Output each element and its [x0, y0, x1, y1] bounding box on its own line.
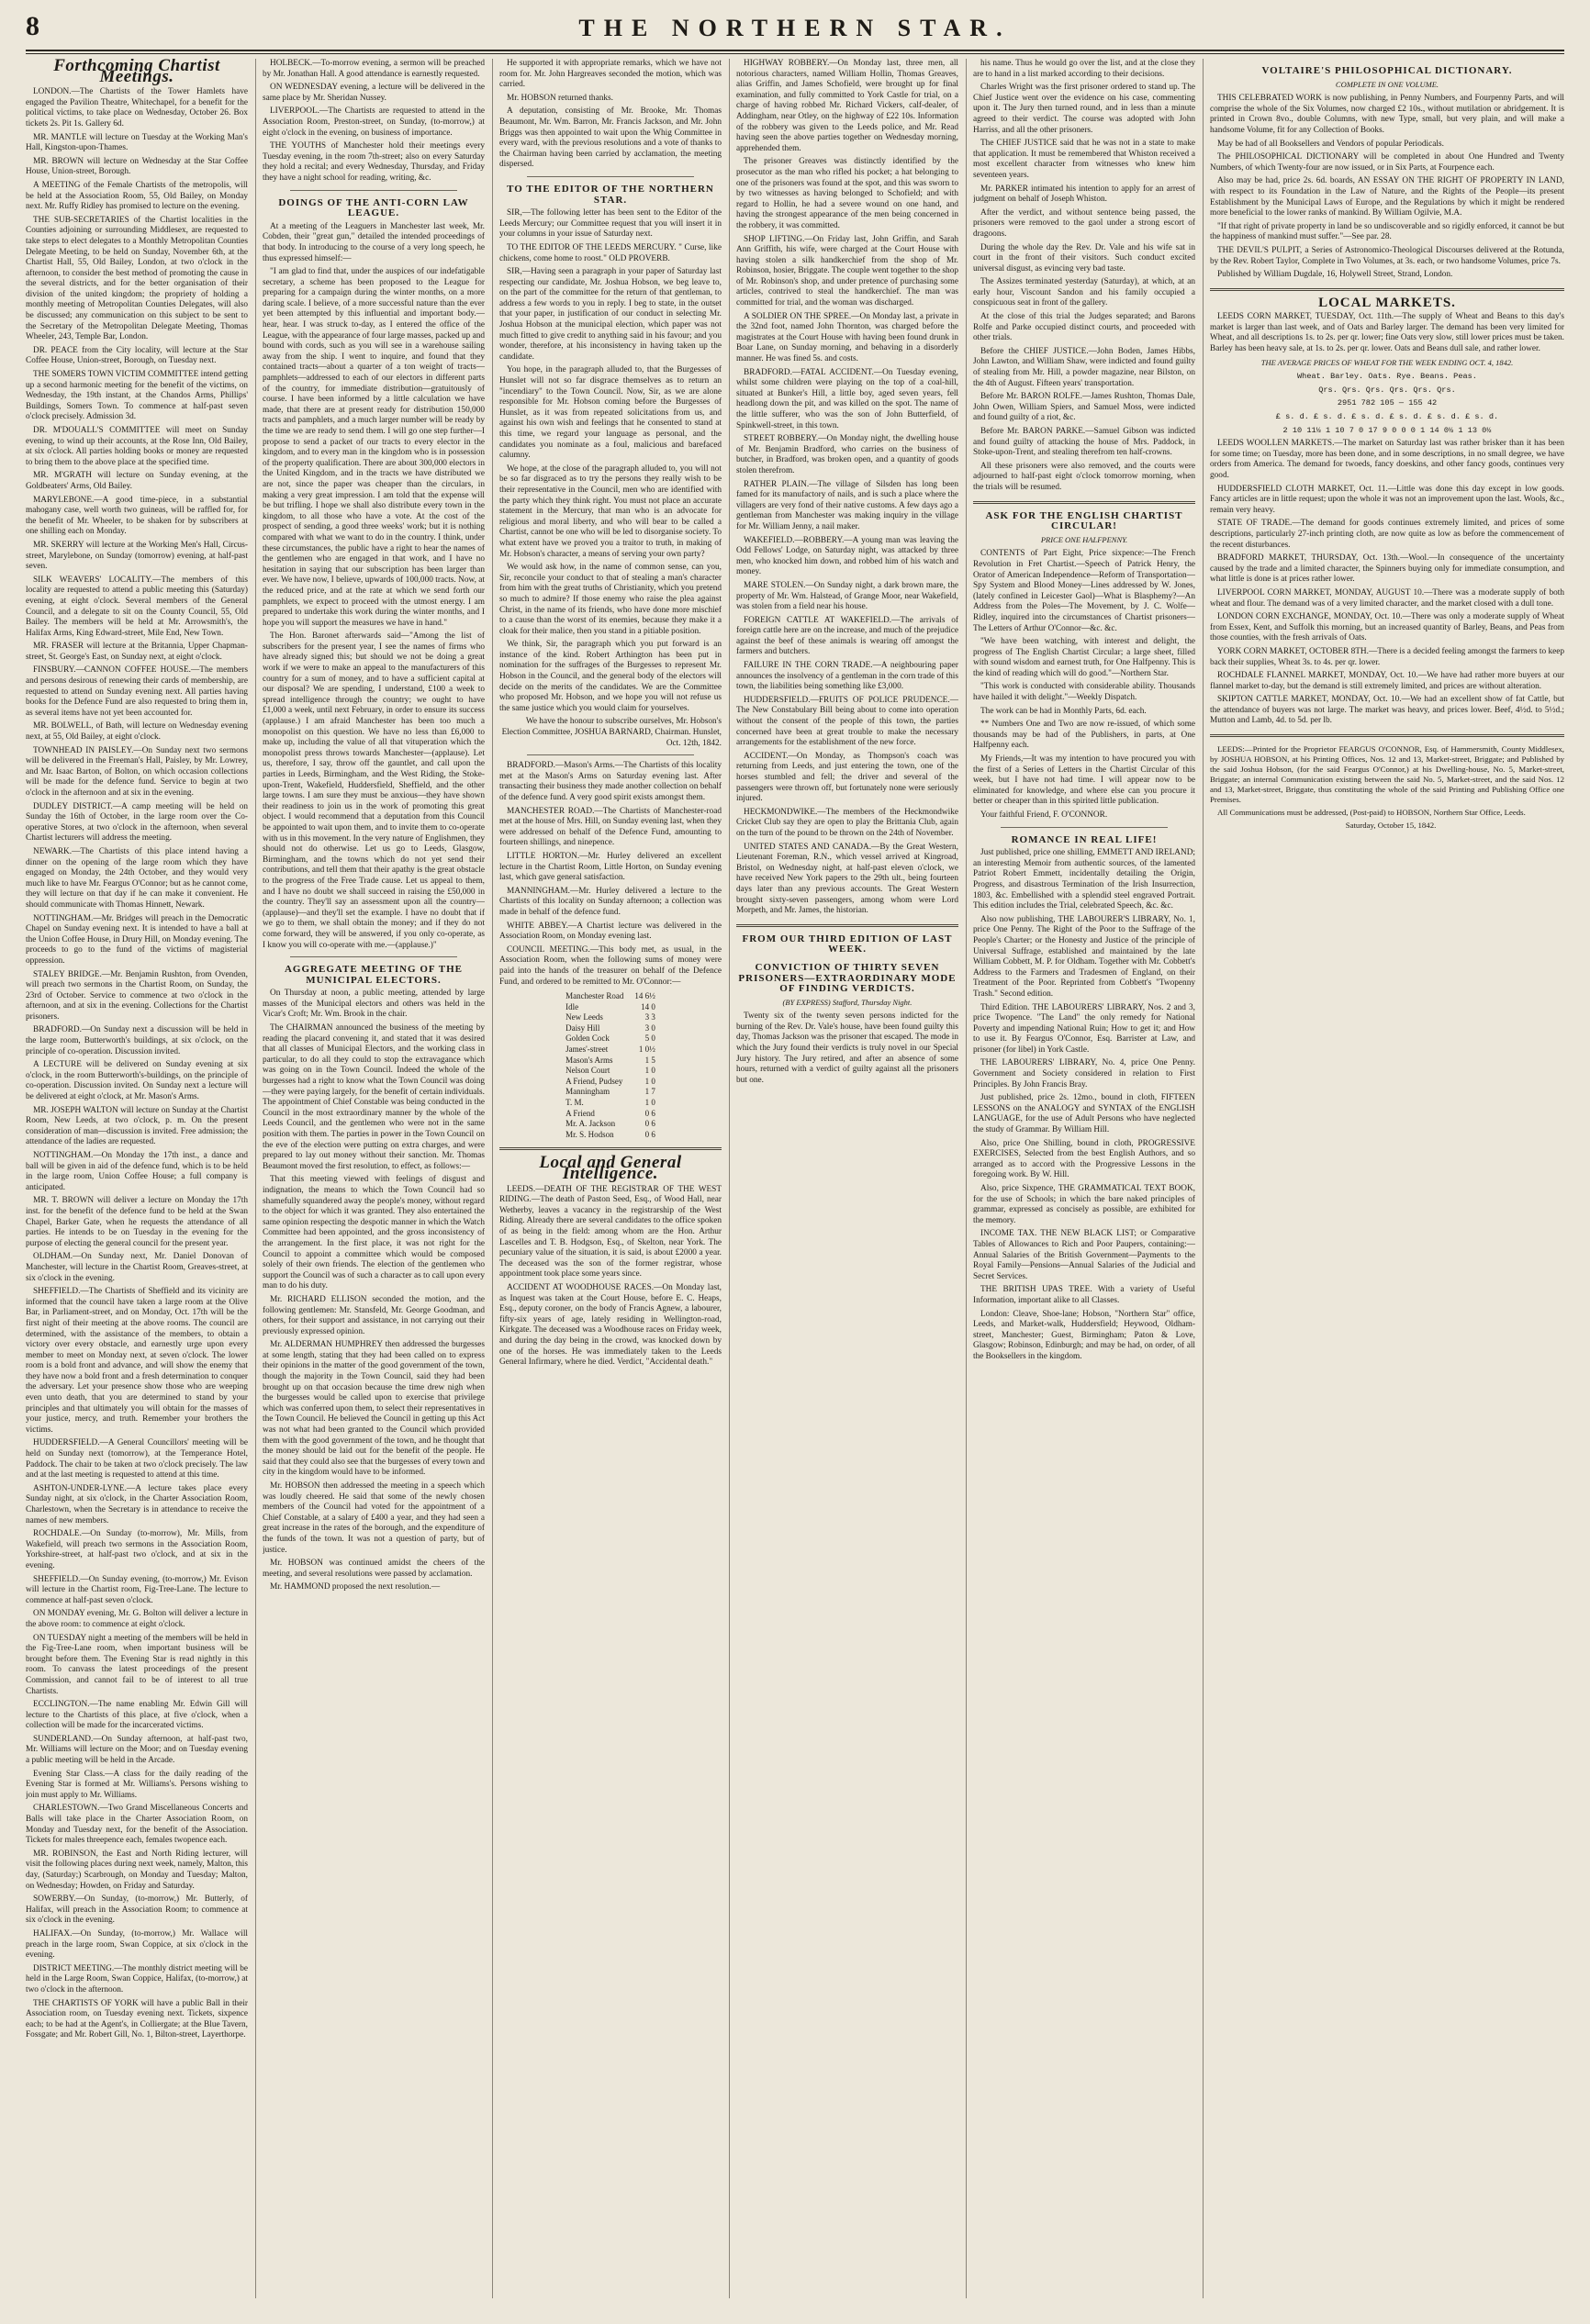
- paragraph: WHITE ABBEY.—A Chartist lecture was delivered in the Association Room, on Monday evening last.: [499, 921, 722, 942]
- double-rule: [973, 501, 1195, 504]
- paragraph: SILK WEAVERS' LOCALITY.—The members of this locality are requested to attend a public meeting this (Saturday) evening, at eight o'clock. Several members of the General Council, and a delegate to sit on the County Council, 55, Old Bailey. The members will be held at Mr. Arrowsmith's, the Halifax Arms, King Edward-street, Mile End, New Town.: [26, 575, 248, 638]
- subscription-source: Nelson Court: [565, 1066, 610, 1076]
- paragraph: Twenty six of the twenty seven persons indicted for the burning of the Rev. Dr. Vale's house, have been found guilty this day, Thomas Jackson was the prisoner that escaped. The mode in which the Jury found their verdicts is truly novel in our Special Jury history. The Jury retired, and after an absence of some hours, returned with a verdict of guilty against all the prisoners but one.: [736, 1011, 958, 1085]
- paragraph: My Friends,—It was my intention to have procured you with the first of a Series of Letters in the Chartist Circular of this week, but I have not had time. I will appear now to be eliminated for knowledge, and where else can you procure it better or cheaper than in this spirited little publication.: [973, 754, 1195, 807]
- dateline: (BY EXPRESS) Stafford, Thursday Night.: [782, 997, 913, 1007]
- paragraph: Also, price One Shilling, bound in cloth, PROGRESSIVE EXERCISES, Selected from the best English Authors, and so arranged as to accord with the Progressive Lessons in the foregoing work. By W. Hill.: [973, 1138, 1195, 1180]
- paragraph: SKIPTON CATTLE MARKET, MONDAY, Oct. 10.—We had an excellent show of fat Cattle, but the attendance of buyers was not large. The market was heavy, and prices lower. Beef, 4½d. to 5½d.; Mutton and Lamb, 4d. to 5d. per lb.: [1210, 695, 1564, 726]
- paragraph: THE BRITISH UPAS TREE. With a variety of Useful Information, important alike to all Classes.: [973, 1285, 1195, 1305]
- paragraph: ACCIDENT.—On Monday, as Thompson's coach was returning from Leeds, and just entering the town, one of the horses stumbled and fell; the driver and several of the passengers were thrown off, but fortunately none were seriously injured.: [736, 751, 958, 804]
- paragraph: At a meeting of the Leaguers in Manchester last week, Mr. Cobden, their "great gun," detailed the intended proceedings of that body. In introducing to the course of a very long speech, he thus expressed himself:—: [263, 221, 485, 263]
- paragraph: Mr. PARKER intimated his intention to apply for an arrest of judgment on behalf of Joseph Whiston.: [973, 184, 1195, 205]
- paragraph: CHARLESTOWN.—Two Grand Miscellaneous Concerts and Balls will take place in the Charter Association Room, on Monday and Tuesday next, for the benefit of the Association. Tickets for males threepence each, females twopence each.: [26, 1804, 248, 1846]
- article-heading: TO THE EDITOR OF THE NORTHERN STAR.: [507, 183, 714, 206]
- article-heading: AGGREGATE MEETING OF THE MUNICIPAL ELECTORS.: [284, 964, 464, 986]
- paragraph: Also may be had, price 2s. 6d. boards, AN ESSAY ON THE RIGHT OF PROPERTY IN LAND, with respect to its Foundation in the Law of Nature, and the Rights of the People—its present Establishment by the Municipal Laws of Europe, and the Regulations by which it might be rendered more beneficial to the lower ranks of mankind. By William Ogilvie, M.A.: [1210, 176, 1564, 218]
- paragraph: BRADFORD.—On Sunday next a discussion will be held in the large room, Butterworth's buildings, at six o'clock, on the principle of co-operation. Discussion invited.: [26, 1025, 248, 1056]
- paragraph: THE DEVIL'S PULPIT, a Series of Astronomico-Theological Discourses delivered at the Rotunda, by the Rev. Robert Taylor, Complete in Two Volumes, at 3s. each, or two handsome Volumes, price 7s.: [1210, 245, 1564, 266]
- divider: [290, 190, 457, 191]
- paragraph: HUDDERSFIELD.—FRUITS OF POLICE PRUDENCE.—The New Constabulary Bill being about to come into operation without the consent of the people of this town, the parties concerned have been at great trouble to make the necessary arrangements for the establishment of the new force.: [736, 695, 958, 748]
- subscription-amount: 14 0: [641, 1001, 655, 1011]
- subscription-row: [560, 1012, 661, 1023]
- subscription-row: [560, 1056, 661, 1067]
- paragraph: NEWARK.—The Chartists of this place intend having a dinner on the opening of the large room which they have engaged on Monday, the 24th October, and they would very much like to have Mr. Feargus O'Connor; but as he cannot come, they will lecture on that day if he can make it convenient. He should communicate with Thomas Hinnett, Newark.: [26, 846, 248, 910]
- paragraph: UNITED STATES AND CANADA.—By the Great Western, Lieutenant Foreman, R.N., which vessel arrived at Kingroad, Bristol, on Wednesday night, at half-past eleven o'clock, we have received New York papers to the 29th ult., being fourteen days later than any previous accounts. The Great Western brought sixty-seven passengers, among whom were Lord Morpeth, and Mr. James, the historian.: [736, 842, 958, 916]
- paragraph: A deputation, consisting of Mr. Brooke, Mr. Thomas Beaumont, Mr. Wm. Barron, Mr. Francis Jackson, and Mr. John Briggs was then appointed to wait upon the Whig Committee in every ward, with the previous resolutions and a vote of thanks to the Chairman having been carried by acclamation, the meeting dispersed.: [499, 106, 722, 170]
- divider: [527, 176, 694, 177]
- subscription-source: Mr. S. Hodson: [565, 1129, 614, 1139]
- column-divider: [729, 59, 730, 2298]
- paragraph: DUDLEY DISTRICT.—A camp meeting will be held on Sunday the 16th of October, in the large room over the Co-operative Stores, at two o'clock in the afternoon, when several Chartist lecturers will address the meeting.: [26, 801, 248, 844]
- paragraph: LIVERPOOL CORN MARKET, MONDAY, AUGUST 10.—There was a moderate supply of both wheat and flour. The demand was of a very limited character, and the market closed with a dull tone.: [1210, 587, 1564, 609]
- masthead-rule-thin: [26, 53, 1564, 54]
- column-1: [26, 59, 248, 2298]
- paragraph: COUNCIL MEETING.—This body met, as usual, in the Association Room, when the following sums of money were paid into the hands of the treasurer on behalf of the Defence Fund, and ordered to be remitted to Mr. O'Connor:—: [499, 944, 722, 987]
- paragraph-list: [499, 1185, 722, 1369]
- paragraph: Just published, price one shilling, EMMETT AND IRELAND; an interesting Memoir from authentic sources, of the lamented Patriot Robert Emmett, incidentally detailing the Origin, Progress, and disastrous Termination of the Irish Insurrection, 1803, &c. Embellished with a splendid steel engraved Portrait. This edition includes the Trial, celebrated Speech, &c. &c.: [973, 848, 1195, 911]
- paragraph: He supported it with appropriate remarks, which we have not room for. Mr. John Hargreaves seconded the motion, which was carried.: [499, 59, 722, 90]
- paragraph: After the verdict, and without sentence being passed, the prisoners were removed to the gaol under a strong escort of dragoons.: [973, 207, 1195, 239]
- masthead-rule: [26, 50, 1564, 51]
- paragraph: SUNDERLAND.—On Sunday afternoon, at half-past two, Mr. Williams will lecture on the Moor; and on Tuesday evening a public meeting will be held in the Arcade.: [26, 1734, 248, 1766]
- paragraph-list: [736, 59, 958, 917]
- column-2: [263, 59, 485, 2298]
- paragraph: BRADFORD.—FATAL ACCIDENT.—On Tuesday evening, whilst some children were playing on the top of a coal-hill, situated at Bunker's Hill, a little boy, aged seven years, fell headlong down the pit, and was killed on the spot. The name of the little sufferer, who was the son of John Butterfield, of Spinkwell-street, in this town.: [736, 367, 958, 430]
- paragraph: HECKMONDWIKE.—The members of the Heckmondwike Cricket Club say they are open to play the Brittania Club, again on the turn of the pound to be thrown on the 24th of November.: [736, 807, 958, 838]
- paragraph: MANNINGHAM.—Mr. Hurley delivered a lecture to the Chartists of this locality on Sunday afternoon; a collection was made in behalf of the defence fund.: [499, 886, 722, 917]
- paper-title: THE NORTHERN STAR.: [578, 15, 1012, 41]
- paragraph: MARYLEBONE.—A good time-piece, in a substantial mahogany case, well worth two guineas, will be raffled for, for the benefit of Mr. Wheeler, to be shaken for by subscribers at one shilling each on Monday.: [26, 495, 248, 537]
- double-rule: [499, 1147, 722, 1150]
- paragraph: MR. BROWN will lecture on Wednesday at the Star Coffee House, Union-street, Borough.: [26, 156, 248, 177]
- price-table-units: £ s. d. £ s. d. £ s. d. £ s. d. £ s. d. £ s. d.: [1275, 412, 1499, 422]
- column-divider: [1203, 59, 1204, 2298]
- paragraph: Mr. HAMMOND proposed the next resolution.—: [270, 1582, 441, 1592]
- paragraph: "I am glad to find that, under the auspices of our indefatigable secretary, a scheme has been proposed to the League for preparing for a campaign during the winter months, on a more daring scale. I believe, of a more successful nature than the ever yet been attempted by this influential and important body.—hear, hear. I was struck to-day, as I entered the office of the League, with the appearance of four large masses, packed up and bound with cords, such as you will see in a warehouse sailing away from the ship. I went to inquire, and found that they contained tracts—about a quarter of a ton weight of tracts—pamphlets—addressed to each of our electors in different parts of the country, for immediate distribution—gratuitously of course. I have been informed by a little calculation we have made, that there are at present ready for distribution 150,000 tracts and pamphlets, and a much larger number will be ready by the time we are ready to send them. I will go one step further—I propose to send a packet of our tracts to every elector in the kingdom, and to every man in the kingdom who is in possession of the property qualification. There are about 300,000 electors in the United Kingdom, and in the tracts we have distributed we are not, since the paper was cheaper than the circulars, in making a very great impression. I am told that the expense will be but trifling. I hope we shall also distribute every town in the kingdom, to all those who have a vote. At the cost of the prospect of sending, a good three weeks' work; but it is nothing compared with what we want to do in the country. I think, under these circumstances, the public have a right to hear the names of the gentlemen who are engaged in that work, and I have no hesitation in saying that our subscription has been larger than ever. We have now, I believe, upwards of 100,000 tracts. Now, at the reduced price, and at the rate at which we send forth our pamphlets, we expect to proceed with the utmost energy. I am prepared to undertake this work during the winter months, and I hope you will support the measures we have in hand.": [263, 267, 485, 628]
- paragraph-list: [1210, 94, 1564, 281]
- subscription-source: Manningham: [565, 1087, 610, 1097]
- paragraph: Before the CHIEF JUSTICE.—John Boden, James Hibbs, John Lawton, and William Shaw, were indicted and found guilty of stealing from Mr. Hill, a powder magazine, near Bilston, on the 4th of August. Fifteen years' transportation.: [973, 346, 1195, 388]
- issue-date: Saturday, October 15, 1842.: [1345, 821, 1437, 831]
- subscription-row: [560, 1034, 661, 1045]
- masthead: [26, 11, 1564, 46]
- column-6: [1210, 59, 1564, 2298]
- advert-heading: ASK FOR THE ENGLISH CHARTIST CIRCULAR!: [985, 509, 1183, 532]
- price-table-columns: Wheat. Barley. Oats. Rye. Beans. Peas.: [1297, 372, 1477, 382]
- subscription-amount: 5 0: [644, 1034, 655, 1044]
- subscription-source: Mr. A. Jackson: [565, 1119, 616, 1129]
- paragraph: LEEDS.—DEATH OF THE REGISTRAR OF THE WEST RIDING.—The death of Paston Seed, Esq., of Wood Hall, near Wetherby, leaves a vacancy in the registrarship of the West Riding. Already there are several candidates to the office spoken of as being in the field: among whom are the Hon. Arthur Lascelles and T. B. Hodgson, Esq., of Skelton, near York. The pecuniary value of the situation, it is said, is about £2000 a year. The deceased was the son of the former registrar, whose appointment took place some years since.: [499, 1184, 722, 1279]
- paragraph-list: [973, 848, 1195, 1362]
- paragraph: The PHILOSOPHICAL DICTIONARY will be completed in about One Hundred and Twenty Numbers, of which Twenty-four are now issued, or in Six Parts, at Fourpence each.: [1210, 152, 1564, 173]
- column-divider: [255, 59, 256, 2298]
- paragraph: MR. BOLWELL, of Bath, will lecture on Wednesday evening next, at 55, Old Bailey, at eight o'clock.: [26, 721, 248, 743]
- paragraph: STREET ROBBERY.—On Monday night, the dwelling house of Mr. Benjamin Bradford, who carries on the business of butcher, in Bradford, was broken open, and a quantity of goods stolen therefrom.: [736, 434, 958, 475]
- paragraph: The prisoner Greaves was distinctly identified by the prosecutor as the man who rifled his pocket; a hat belonging to one of the prisoners was found at the spot, and this was sworn to by two witnesses as having belonged to Schofield; and with regard to Hollin, he had a severe wound on one hand, and having the strongest appearance of the men being concerned in the robbery, it was committed.: [736, 157, 958, 230]
- paragraph: MR. MANTLE will lecture on Tuesday at the Working Man's Hall, Kingston-upon-Thames.: [26, 132, 248, 153]
- paragraph: SIR,—Having seen a paragraph in your paper of Saturday last respecting our candidate, Mr. Joshua Hobson, we beg leave to, on the part of the committee for the return of that gentleman, to address a few words to you in reply. I beg to state, in the outset that your paper, in justification of our conduct in selecting Mr. Joshua Hobson at the municipal election, which paper was not much fitted to give credit to anything said in his favour; and you wonder, therefore, at his inconsistency in having taken up the candidate.: [499, 267, 722, 362]
- column-divider: [966, 59, 967, 2298]
- subscription-source: Mason's Arms: [565, 1055, 613, 1065]
- paragraph: "This work is conducted with considerable ability. Thousands have hailed it with delight."—Weekly Dispatch.: [973, 682, 1195, 703]
- paragraph: FINSBURY.—CANNON COFFEE HOUSE.—The members and persons desirous of renewing their cards of membership, are requested to attend on Sunday evening next. All parties having books for the Defence Fund are also requested to bring them in, as several items have not yet been accounted for.: [26, 665, 248, 718]
- subscription-amount: 3 0: [644, 1022, 655, 1033]
- paragraph: THIS CELEBRATED WORK is now publishing, in Penny Numbers, and Fourpenny Parts, and will comprise the whole of the Six Volumes, now charged £2 10s., without mutilation or abridgement. It is printed in Crown 8vo., double Columns, with new Type, small, but very plain, and will make a handsome Volume, fit for any Collection of Books.: [1210, 94, 1564, 135]
- paragraph-list: [973, 549, 1195, 821]
- advert-subheading: COMPLETE IN ONE VOLUME.: [1335, 79, 1439, 89]
- column-5: [973, 59, 1195, 2298]
- paragraph-list: [973, 59, 1195, 494]
- imprint: LEEDS:—Printed for the Proprietor FEARGUS O'CONNOR, Esq. of Hammersmith, County Middlesex, by JOSHUA HOBSON, at his Printing Offices, Nos. 12 and 13, Market-street, Briggate; and Published by the said Joshua Hobson, (for the said Feargus O'Connor,) at his Dwelling-house, No. 5, Market-street, Briggate; an internal Communication existing between the said No. 5, Market-street, and the said Nos. 12 and 13, Market-street, Briggate, thus constituting the whole of the said Printing and Publishing Office one Premises.: [1210, 744, 1564, 805]
- paragraph: WAKEFIELD.—ROBBERY.—A young man was leaving the Odd Fellows' Lodge, on Saturday night, was attacked by three men, who knocked him down, and robbed him of his watch and money.: [736, 535, 958, 577]
- paragraph-list: [1210, 312, 1564, 354]
- paragraph: Evening Star Class.—A class for the daily reading of the Evening Star is formed at Mr. Williams's. Persons wishing to join must apply to Mr. Williams.: [26, 1769, 248, 1800]
- paragraph: Before Mr. BARON ROLFE.—James Rushton, Thomas Dale, John Owen, William Spiers, and Samuel Moss, were indicted and found guilty of a riot, &c.: [973, 392, 1195, 423]
- subscription-row: [560, 1077, 661, 1088]
- paragraph: ROCHDALE.—On Sunday (to-morrow), Mr. Mills, from Wakefield, will preach two sermons in the Association Room, Yorkshire-street, at half-past two o'clock, and at six in the evening.: [26, 1529, 248, 1570]
- section-heading: Local and General Intelligence.: [539, 1153, 682, 1183]
- divider: [290, 956, 457, 957]
- paragraph-list: [263, 59, 485, 184]
- paragraph: "If that right of private property in land be so undiscoverable and so rigidly enforced, it cannot be but the happiness of mankind must suffer."—See par. 28.: [1210, 221, 1564, 242]
- subscription-source: A Friend: [565, 1108, 595, 1118]
- paragraph: HOLBECK.—To-morrow evening, a sermon will be preached by Mr. Jonathan Hall. A good attendance is earnestly requested.: [263, 59, 485, 79]
- paragraph: Your faithful Friend, F. O'CONNOR.: [980, 810, 1108, 820]
- paragraph: BRADFORD.—Mason's Arms.—The Chartists of this locality met at the Mason's Arms on Saturday evening last. After transacting their business they made another collection on behalf of the defence fund. A very good spirit exists amongst them.: [499, 761, 722, 802]
- paragraph: SIR,—The following letter has been sent to the Editor of the Leeds Mercury; our Committee request that you will insert it in your columns in your issue of Saturday next.: [499, 208, 722, 240]
- paragraph: THE LABOURERS' LIBRARY, No. 4, price One Penny. Government and Society considered in relation to First Principles. By John Francis Bray.: [973, 1058, 1195, 1089]
- paragraph: DR. M'DOUALL'S COMMITTEE will meet on Sunday evening, to wind up their accounts, at the Rose Inn, Old Bailey, at six o'clock. All parties holding books or money are requested to bring them to the above place at the specified time.: [26, 426, 248, 467]
- paragraph: NOTTINGHAM.—On Monday the 17th inst., a dance and ball will be given in aid of the defence fund, which is to be held in the large room, Union Coffee House; a full company is anticipated.: [26, 1151, 248, 1192]
- paragraph: THE YOUTHS of Manchester hold their meetings every Tuesday evening, in the room 7th-street; also on every Saturday they hold a recital; and every Wednesday, Thursday, and Friday they have a night school for reading, writing, &c.: [263, 141, 485, 183]
- paragraph: ROCHDALE FLANNEL MARKET, MONDAY, Oct. 10.—We have had rather more buyers at our flannel market to-day, but the demand is still extremely limited, and prices are without alteration.: [1210, 671, 1564, 691]
- paragraph: TO THE EDITOR OF THE LEEDS MERCURY. " Curse, like chickens, come home to roost." OLD PROVERB.: [499, 242, 722, 263]
- paragraph: The CHIEF JUSTICE said that he was not in a state to make that application. It must be remembered that Whiston received a most excellent character from witnesses who knew him seventeen years.: [973, 139, 1195, 180]
- subscription-amount: 1 0: [644, 1098, 655, 1108]
- paragraph: OLDHAM.—On Sunday next, Mr. Daniel Donovan of Manchester, will lecture in the Chartist Room, Greaves-street, at six o'clock in the evening.: [26, 1252, 248, 1283]
- paragraph: Mr. HOBSON returned thanks.: [507, 93, 613, 103]
- paragraph-list: [263, 989, 485, 1593]
- paragraph: We would ask how, in the name of common sense, can you, Sir, reconcile your conduct to that of stealing a man's character from him with the great truths of Christianity, which you pretend so much to admire? If those enemy who raise the plea against Christ, in the name of its friends, who have done more mischief to a cause than the worst of its enemies, because they make it a cloak for their malice, then you stand in a pitiable position.: [499, 563, 722, 636]
- paragraph: May be had of all Booksellers and Vendors of popular Periodicals.: [1217, 139, 1444, 149]
- paragraph: THE CHARTISTS OF YORK will have a public Ball in their Association room, on Tuesday evening next. Tickets, sixpence each; to be had at the Agent's, in Colliergate; at the Blue Tavern, Fossgate; and Mr. Robert Gill, No. 1, Bilton-street, Layerthorpe.: [26, 1998, 248, 2040]
- section-heading: Forthcoming Chartist Meetings.: [53, 59, 220, 86]
- paragraph: FOREIGN CATTLE AT WAKEFIELD.—The arrivals of foreign cattle here are on the increase, and much of the prejudice against the beef of these animals is wearing off amongst the farmers and butchers.: [736, 615, 958, 657]
- paragraph: ACCIDENT AT WOODHOUSE RACES.—On Monday last, as Inquest was taken at the Court House, before E. C. Heaps, Esq., deputy coroner, on the body of Francis Agnew, a labourer, fifty-six years of age, lately residing in Wellington-road, Kirkgate. The deceased was a Woodhouse races on Friday week, and during the day being in the crowd, was knocked down by one of the horses. He was immediately taken to the Leeds General Infirmary, where he died. Verdict, "Accidental death.": [499, 1282, 722, 1368]
- article-heading: DOINGS OF THE ANTI-CORN LAW LEAGUE.: [278, 196, 469, 219]
- signoff: We have the honour to subscribe ourselves, Mr. Hobson's Election Committee, JOSHUA BARNARD, Chairman. Hunslet, Oct. 12th, 1842.: [501, 717, 722, 748]
- subscription-amount: 14 6½: [634, 991, 655, 1001]
- advert-heading: ROMANCE IN REAL LIFE!: [1011, 833, 1158, 845]
- paragraph: A MEETING of the Female Chartists of the metropolis, will be held at the Association Room, 55, Old Bailey, on Monday next. Mr. Ruffy Ridley has promised to lecture on the evening.: [26, 180, 248, 212]
- paragraph-list: [499, 208, 722, 714]
- column-4: [736, 59, 958, 2298]
- paragraph: MR. FRASER will lecture at the Britannia, Upper Chapman-street, St. George's East, on Sunday next, at eight o'clock.: [26, 642, 248, 662]
- paragraph: HUDDERSFIELD CLOTH MARKET, Oct. 11.—Little was done this day except in low goods. Fancy articles are in little request; upon the whole it was not an improvement upon the last. Wools, &c., remain very heavy.: [1210, 484, 1564, 515]
- paragraph: BRADFORD MARKET, THURSDAY, Oct. 13th.—Wool.—In consequence of the uncertainty caused by the trade and a limited character, the Spinners buying only for immediate consumption, and what little is done is at prices rather lower.: [1210, 553, 1564, 585]
- price-table-qrs: Qrs. Qrs. Qrs. Qrs. Qrs. Qrs.: [1318, 385, 1456, 395]
- imprint-address: All Communications must be addressed, (Post-paid) to HOBSON, Northern Star Office, Leeds.: [1217, 808, 1526, 818]
- paragraph: NOTTINGHAM.—Mr. Bridges will preach in the Democratic Chapel on Sunday evening next. It is intended to have a ball at the Union Coffee House, in Drury Hill, on Monday evening. The proceeds to go to the fund of the victims of magisterial oppression.: [26, 913, 248, 966]
- price-table-values: 2 10 11½ 1 10 7 0 17 9 0 0 0 1 14 0½ 1 13 0½: [1282, 425, 1492, 435]
- paragraph: FAILURE IN THE CORN TRADE.—A neighbouring paper announces the insolvency of a gentleman in the corn trade of this town, the liabilities being something like £3,000.: [736, 661, 958, 692]
- subscription-source: A Friend, Pudsey: [565, 1076, 623, 1086]
- subscription-table: [560, 991, 661, 1140]
- paragraph: LEEDS WOOLLEN MARKETS.—The market on Saturday last was rather brisker than it has been for some time; on Tuesday, more has been done, and in some descriptions, in no small degree, we have orders from America. The demand for twoeds, fancy doeskins, and other fancy goods, continues very good.: [1210, 439, 1564, 480]
- subscription-source: James'-street: [565, 1045, 609, 1055]
- paragraph: Also, price Sixpence, THE GRAMMATICAL TEXT BOOK, for the use of Schools; in which the bare naked principles of grammar, expressed as concisely as possible, are exhibited for the memory.: [973, 1184, 1195, 1225]
- subscription-row: [560, 1087, 661, 1098]
- paragraph: HALIFAX.—On Sunday, (to-morrow,) Mr. Wallace will preach in the large room, Swan Coppice, at six o'clock in the evening.: [26, 1928, 248, 1961]
- paragraph: DR. PEACE from the City locality, will lecture at the Star Coffee House, Union-street, Borough, on Tuesday next.: [26, 345, 248, 366]
- paragraph: The work can be had in Monthly Parts, 6d. each.: [980, 706, 1147, 716]
- paragraph: INCOME TAX. THE NEW BLACK LIST; or Comparative Tables of Allowances to Rich and Poor Paupers, containing:—Annual Salaries of the British Government—Payments to the Royal Family—Pensions—Annual Salaries of the Judicial and Secret Services.: [973, 1229, 1195, 1281]
- subscription-row: [560, 991, 661, 1002]
- paragraph: ON WEDNESDAY evening, a lecture will be delivered in the same place by Mr. Sheridan Nussey.: [263, 83, 485, 103]
- paragraph: On Thursday at noon, a public meeting, attended by large masses of the Municipal electors and others was held in the Vicar's Croft; Mr. Wm. Brook in the chair.: [263, 989, 485, 1020]
- paragraph: STATE OF TRADE.—The demand for goods continues extremely limited, and prices of some descriptions, particularly 27-inch printing cloth, are now quite as low as before the commencement of the recent disturbances.: [1210, 519, 1564, 550]
- paragraph: THE SOMERS TOWN VICTIM COMMITTEE intend getting up a second harmonic meeting for the benefit of the victims, on Wednesday, the 19th instant, at the Chandos Arms, Phillips' Buildings, Somers Town. To commence at half-past seven o'clock precisely. Admission 3d.: [26, 370, 248, 422]
- section-heading: LOCAL MARKETS.: [1318, 295, 1456, 310]
- advert-price: PRICE ONE HALFPENNY.: [1040, 534, 1128, 544]
- price-table-heading: THE AVERAGE PRICES OF WHEAT FOR THE WEEK ENDING OCT. 4, 1842.: [1260, 357, 1514, 367]
- paragraph-list: [1210, 439, 1564, 727]
- paragraph: Mr. RICHARD ELLISON seconded the motion, and the following gentlemen: Mr. Stansfeld, Mr. George Goodman, and others, for their support and assistance, in not carrying out their previously expressed opinion.: [263, 1294, 485, 1336]
- price-table-counts: 2951 782 105 — 155 42: [1337, 398, 1438, 408]
- paragraph: At the close of this trial the Judges separated; and Barons Rolfe and Parke occupied distinct courts, and proceeded with other trials.: [973, 312, 1195, 343]
- paragraph: Published by William Dugdale, 16, Holywell Street, Strand, London.: [1217, 270, 1453, 280]
- paragraph: STALEY BRIDGE.—Mr. Benjamin Rushton, from Ovenden, will preach two sermons in the Chartist Room, on Sunday, the 23rd of October. Service to commence at two o'clock in the afternoon, and at six in the evening. Collections for the Chartist prisoners.: [26, 969, 248, 1022]
- paragraph-list: [26, 87, 248, 2041]
- paragraph: Mr. HOBSON was continued amidst the cheers of the meeting, and several resolutions were passed by acclamation.: [263, 1559, 485, 1579]
- paragraph: Mr. ALDERMAN HUMPHREY then addressed the burgesses at some length, stating that they had been called on to express their opinions in the matter of the good government of the town, though the majority in the Town Council, said they had been brought up on that occasion because the time drew nigh when the burgesses would be called upon to exercise that privilege which was conferred upon them, to select their representatives in the Town Council. He believed the Council in getting up this Act was not what had been granted to the Council which provided them with the good government of the town, and he thought that the money should be laid out for the benefit of the people. He said that they could also see that the burgesses of every town and city in the kingdom would have to be informed.: [263, 1340, 485, 1478]
- subscription-row: [560, 1130, 661, 1141]
- subscription-amount: 0 6: [644, 1119, 655, 1129]
- column-divider: [492, 59, 493, 2298]
- paragraph-list: [736, 1011, 958, 1086]
- subscription-amount: 3 3: [644, 1012, 655, 1022]
- paragraph: MANCHESTER ROAD.—The Chartists of Manchester-road met at the house of Mrs. Hill, on Sunday evening last, when they were addressed on behalf of the Defence Fund, amounting to fourteen shillings, and ninepence.: [499, 806, 722, 848]
- subscription-row: [560, 1109, 661, 1120]
- paragraph: The Assizes terminated yesterday (Saturday), at which, at an early hour, Viscount Sandon and his family occupied a conspicuous seat in front of the gallery.: [973, 277, 1195, 308]
- subscription-row: [560, 1119, 661, 1130]
- subscription-row: [560, 1066, 661, 1077]
- paragraph: MR. M'GRATH will lecture on Sunday evening, at the Goldbeaters' Arms, Old Bailey.: [26, 471, 248, 491]
- paragraph: Also now publishing, THE LABOURER'S LIBRARY, No. 1, price One Penny. The Right of the Poor to the Suffrage of the People's Charter; or the Honesty and Justice of the principle of Universal Suffrage, established and maintained by the late William Cobbett, M. P. for Oldham. Together with Mr. Cobbett's Address to the Farmers and Tradesmen of England, on their Treatment of the Poor. Reprinted from Cobbett's "Twopenny Trash." Second edition.: [973, 914, 1195, 999]
- subscription-row: [560, 1098, 661, 1109]
- paragraph: That this meeting viewed with feelings of disgust and indignation, the means to which the Town Council had so shamefully squandered away the people's money, without regard to the object for which it was granted. They also entertained the same opinion respecting the despotic manner in which the Watch Committee had been appointed, and the gross inconsistency of the arrangement. In the first place, it was not right for the Council to appoint a committee which would be composed solely of their own friends. The election of the gentlemen who support the Council was of such a character as to call upon every man to do his duty.: [263, 1175, 485, 1291]
- paragraph: ** Numbers One and Two are now re-issued, of which some thousands may be had of the Publishers, in parts, at One Halfpenny each.: [973, 720, 1195, 751]
- paragraph: LITTLE HORTON.—Mr. Hurley delivered an excellent lecture in the Chartist Room, Little Horton, on Sunday evening last, which gave general satisfaction.: [499, 851, 722, 883]
- divider: [527, 754, 694, 755]
- paragraph: ON MONDAY evening, Mr. G. Bolton will deliver a lecture in the above room: to commence at eight o'clock.: [26, 1609, 248, 1629]
- paragraph: SHOP LIFTING.—On Friday last, John Griffin, and Sarah Ann Griffith, his wife, were charged at the Court House with having stolen a silk handkerchief from the shop of Mr. Robinson, hosier, Briggate. The couple went together to the shop of Mr. Robinson's shop, and under pretence of purchasing some articles, contrived to steal the handkerchief. The man was committed for trial, and the woman was discharged.: [736, 234, 958, 308]
- paragraph: LEEDS CORN MARKET, TUESDAY, Oct. 11th.—The supply of Wheat and Beans to this day's market is larger than last week, and of Oats and Barley larger. The demand has been very limited for Wheat, and all descriptions 1s. to 2s. per qr. lower; fine Oats very slow, still lower prices must be taken. Barley has been heavy sale, at 1s. to 2s. per qr. lower. Oats and Beans dull sale, and rather lower.: [1210, 312, 1564, 354]
- subscription-row: [560, 1045, 661, 1056]
- paragraph: The Hon. Baronet afterwards said—"Among the list of subscribers for the present year, I see the names of firms who have already signed this; but should we not be doing a great work if we were to make an appeal to the manufacturers of this country for a sum of money, and to have a sufficient capital at our disposal? We are spending, I understand, £100 a week to spread intelligence through the country; we ought to have £1,000 a week, until next February, in order to ensure its success (applause.) I am afraid Manchester has been too much a monopolist on this question. We have no less than £6,000 to make up, including the value of all that vituperation which the monopolist press throws towards Manchester—(applause). Let us, therefore, I say, throw off the gauntlet, and call upon the parties in Leeds, Birmingham, and the West Riding, the Stoke-upon-Trent, Wakefield, Huddersfield, Sheffield, and the other large towns. I am sure they must be anxious—they have shown their readiness to join us in the work of promoting this great object. I would recommend that a deputation from this Council be appointed to wait upon them, and to invite them to co-operate with us in this movement. In the very nature of Englishmen, they should not do otherwise. Let us go to Leeds, Glasgow, Birmingham, and the towns which do not yet send their contributions, and tell them that their apathy is the great obstacle to the progress of the Free Trade cause. Let us appeal to them, and I have no doubt we shall succeed in raising the £50,000 in the country. They'll say an assessment upon all the country—(applause)—and they'll set the example. I have no doubt that if we go to them, we shall obtain the money; and if they do not come forward, they will be answered, if you only co-operate, as I know you will co-operate with me.—(applause.)": [263, 631, 485, 950]
- subscription-amount: 0 6: [644, 1129, 655, 1139]
- double-rule: [1210, 734, 1564, 737]
- paragraph: RATHER PLAIN.—The village of Silsden has long been famed for its manufactory of nails, and is such a place where the villagers are very fond of their native customs. A few days ago a gentleman from Manchester was making inquiry in the village for Mr. William Jenny, a nail maker.: [736, 479, 958, 531]
- paragraph: ON TUESDAY night a meeting of the members will be held in the Fig-Tree-Lane room, when important business will be brought before them. The Evening Star is read nightly in this room. To canvass the latest proceedings of the present Commission, and cannot fail to be of interest to all true Chartists.: [26, 1633, 248, 1696]
- paragraph: MR. T. BROWN will deliver a lecture on Monday the 17th inst. for the benefit of the defence fund to be held at the Swan Chapel, Barker Gate, when he requests the attendance of all parties. He intends to be on Tuesday in the evening for the purpose of electing the general council for the present year.: [26, 1196, 248, 1248]
- article-heading: FROM OUR THIRD EDITION OF LAST WEEK.: [742, 933, 953, 955]
- paragraph: Before Mr. BARON PARKE.—Samuel Gibson was indicted and found guilty of attacking the house of Mrs. Paddock, in Stoke-upon-Trent, and stealing therefrom ten half-crowns.: [973, 427, 1195, 458]
- paragraph: A LECTURE will be delivered on Sunday evening at six o'clock, in the room Butterworth's-buildings, on the principle of co-operation. Discussion invited. On Sunday next a lecture will be delivered at eight o'clock, at Mr. Mason's Arms.: [26, 1060, 248, 1102]
- paragraph: MARE STOLEN.—On Sunday night, a dark brown mare, the property of Mr. Wm. Halstead, of Grange Moor, near Wakefield, was stolen from a field near his house.: [736, 580, 958, 612]
- paragraph: All these prisoners were also removed, and the courts were adjourned to half-past eight o'clock tomorrow morning, when the trials will be resumed.: [973, 461, 1195, 492]
- subscription-amount: 1 0½: [638, 1045, 655, 1055]
- subscription-amount: 1 5: [644, 1055, 655, 1065]
- double-rule: [1210, 288, 1564, 291]
- paragraph: We hope, at the close of the paragraph alluded to, you will not be so far disgraced as to try the persons they really wish to be their representative in the Council, men who are identified with the party which they think right. You must not place an accurate statement in the Mercury, that man who is an advocate for religious and moral liberty, and who will bear to be called a Chartist, cannot be one who will be led to disorganise society. To what extent have we proved you a traitor to truth, in making of Mr. Hobson's character, a means of serving your own party?: [499, 464, 722, 559]
- subscription-source: New Leeds: [565, 1012, 603, 1022]
- subscription-source: Golden Cock: [565, 1034, 610, 1044]
- paragraph: "We have been watching, with interest and delight, the progress of The English Chartist Circular; a large sheet, filled with sound wisdom and earnest truth, for One Halfpenny. This is the kind of reading which will do good."—Northern Star.: [973, 637, 1195, 678]
- article-heading: CONVICTION OF THIRTY SEVEN PRISONERS—EXTRAORDINARY MODE OF FINDING VERDICTS.: [738, 961, 957, 995]
- paragraph: MR. SKERRY will lecture at the Working Men's Hall, Circus-street, Marylebone, on Sunday (tomorrow) evening, at half-past seven.: [26, 540, 248, 572]
- paragraph: CONTENTS of Part Eight, Price sixpence:—The French Revolution in Fret Chartist.—Speech of Patrick Henry, the Orator of American Independence—Reform of Transportation—Spy System and Blood Money—Lines addressed by W. Jones, (lately confined in Leicester Gaol)—What is Blasphemy?—An Address from the Poles—The Movement, by J. C. Wolfe—Ridley, inquired into the circumstances of Chartist prisoners—The Letters of Arthur O'Connor—&c. &c.: [973, 549, 1195, 633]
- column-3: [499, 59, 722, 2298]
- paragraph: Just published, price 2s. 12mo., bound in cloth, FIFTEEN LESSONS on the ANALOGY and SYNTAX of the ENGLISH LANGUAGE, for the use of Adult Persons who have neglected the study of Grammar. By William Hill.: [973, 1093, 1195, 1135]
- paragraph: During the whole day the Rev. Dr. Vale and his wife sat in court in the front of their visitors. Such conduct excited universal disgust, as evincing very bad taste.: [973, 242, 1195, 274]
- subscription-amount: 1 0: [644, 1066, 655, 1076]
- paragraph: HUDDERSFIELD.—A General Councillors' meeting will be held on Sunday next (tomorrow), at the Temperance Hotel, Paddock. The chair to be taken at two o'clock precisely. The law and at the last meeting is requested to attend at this time.: [26, 1438, 248, 1480]
- paragraph-list: [499, 59, 722, 171]
- paragraph: LONDON.—The Chartists of the Tower Hamlets have engaged the Pavilion Theatre, Whitechapel, for a benefit for the political victims, to take place on Wednesday, October 26. Box tickets 2s. Pit 1s. Gallery 6d.: [26, 87, 248, 128]
- subscription-source: Daisy Hill: [565, 1022, 600, 1033]
- paragraph: LONDON CORN EXCHANGE, MONDAY, Oct. 10.—There was only a moderate supply of Wheat from Essex, Kent, and Suffolk this morning, but an increased quantity of Barley, Beans, and Peas from those counties, with the fresh arrivals of Oats.: [1210, 612, 1564, 643]
- subscription-row: [560, 1023, 661, 1034]
- paragraph: his name. Thus he would go over the list, and at the close they are to hand in a list marked according to their decisions.: [973, 59, 1195, 79]
- paragraph: We think, Sir, the paragraph which you put forward is an instance of the kind. Robert Arthington has been put in nomination for the suffrages of the Burgesses to represent Mr. Hobson in the Council, and the general body of the electors will decide on the merits of the candidates. We are the Committee who proposed Mr. Hobson, and we hope you will not refuse us the same justice which you would claim for yourselves.: [499, 640, 722, 713]
- paragraph: ECCLINGTON.—The name enabling Mr. Edwin Gill will lecture to the Chartists of this place, at five o'clock, when a collection will be made for the incarcerated victims.: [26, 1700, 248, 1731]
- paragraph: ASHTON-UNDER-LYNE.—A lecture takes place every Sunday night, at six o'clock, in the Charter Association Room, Charlestown, when the Secretary is in attendance to receive the names of new members.: [26, 1483, 248, 1525]
- paragraph: The CHAIRMAN announced the business of the meeting by reading the placard convening it, and stated that it was desired that all classes of Municipal Electors, and the working class in particular, to do all they could to stop the extravagance which was going on in the Town Council. Indeed the whole of the burgesses had a right to know what the Town Council was doing—they were paying largely, for the benefit of certain individuals. The appointment of Chief Constable was being conducted in the Council in the most extraordinary manner by the whole of the Leeds Council, and the gentlemen who were not in the same position with them. The parties in power in the Town Council on the eve of the election were putting on extra charges, and were prepared to lay out money without their sanction. Mr. Thomas Beaumont moved the first resolution, to effect, as follows:—: [263, 1023, 485, 1171]
- paragraph: MR. ROBINSON, the East and North Riding lecturer, will visit the following places during next week, namely, Malton, this day, (Saturday;) Scarbrough, on Monday and Tuesday; Malton, on Wednesday; Howden, on Friday and Saturday.: [26, 1849, 248, 1891]
- subscription-amount: 1 7: [644, 1087, 655, 1097]
- paragraph: Third Edition. THE LABOURERS' LIBRARY, Nos. 2 and 3, price Twopence. "The Land" the only remedy for National Poverty and impending National Ruin; How to get it; and How to use it. By Feargus O'Connor, Esq. Barrister at Law, and prisoner (for libel) in York Castle.: [973, 1002, 1195, 1055]
- paragraph: TOWNHEAD IN PAISLEY.—On Sunday next two sermons will be delivered in the Freeman's Hall, Paisley, by Mr. Lowrey, and Mr. Isaac Barton, of Bolton, on which occasion collections will be made for the defence fund. Service to begin at two o'clock in the afternoon and at six in the evening.: [26, 745, 248, 798]
- paragraph: THE SUB-SECRETARIES of the Chartist localities in the Counties adjoining or surrounding Middlesex, are requested to take steps to elect delegates to a Monthly Metropolitan Counties Delegate Meeting, to be held on Sunday, November 6th, at the Chartist Hall, 55, Old Bailey, London, at two o'clock in the afternoon, to consider the best method of promoting the cause in the several districts, and for the better organisation of their division of the united kingdom; the propriety of holding a monthly meeting of Metropolitan Counties Delegates, will also be discussed; any communication on this subject to be sent to the Secretary of the Metropolitan Delegate Meeting, Thomas Wheeler, 243, Temple Bar, London.: [26, 215, 248, 342]
- paragraph: LIVERPOOL.—The Chartists are requested to attend in the Association Room, Preston-street, on Sunday, (to-morrow,) at eight o'clock in the evening, on business of importance.: [263, 106, 485, 138]
- double-rule: [736, 924, 958, 927]
- paragraph: SOWERBY.—On Sunday, (to-morrow,) Mr. Butterly, of Halifax, will preach in the Association Room; to commence at six o'clock in the evening.: [26, 1894, 248, 1926]
- paragraph: Mr. HOBSON then addressed the meeting in a speech which was loudly cheered. He said that some of the newly chosen members of the Council had voted for the appointment of a Chief Constable, at a salary of £400 a year, and they had seen a great increase in the rates of the borough, and the expenditure of the funds of the town. It was not a question of party, but of justice.: [263, 1481, 485, 1555]
- subscription-amount: 1 0: [644, 1076, 655, 1086]
- subscription-source: Idle: [565, 1001, 579, 1011]
- page-number: 8: [26, 11, 39, 41]
- paragraph: A SOLDIER ON THE SPREE.—On Monday last, a private in the 32nd foot, named John Thornton, was charged before the magistrates at the Court House with having been found drunk in Boar Lane, on Sunday morning, and behaving in a disorderly manner. He was fined 5s. and costs.: [736, 311, 958, 364]
- paragraph: DISTRICT MEETING.—The monthly district meeting will be held in the Large Room, Swan Coppice, Halifax, (to-morrow,) at two o'clock in the afternoon.: [26, 1963, 248, 1994]
- subscription-row: [560, 1002, 661, 1013]
- subscription-source: T. M.: [565, 1098, 584, 1108]
- subscription-source: Manchester Road: [565, 991, 624, 1001]
- paragraph: MR. JOSEPH WALTON will lecture on Sunday at the Chartist Room, New Leeds, at two o'clock, p. m. On the present consideration of man—discussion is invited. Free admission; the attendance of the ladies are requested.: [26, 1105, 248, 1147]
- paragraph: SHEFFIELD.—On Sunday evening, (to-morrow,) Mr. Evison will lecture in the Chartist room, Fig-Tree-Lane. The lecture to commence at half-past seven o'clock.: [26, 1574, 248, 1605]
- paragraph-list: [263, 222, 485, 951]
- paragraph: Charles Wright was the first prisoner ordered to stand up. The Chief Justice went over the evidence on his case, commenting upon it. The Jury then turned round, and in less than a minute agreed to their verdict. The course was adopted with John Harriss, and all the other prisoners.: [973, 83, 1195, 135]
- subscription-amount: 0 6: [644, 1108, 655, 1118]
- paragraph: YORK CORN MARKET, OCTOBER 8TH.—There is a decided feeling amongst the farmers to keep back their supplies, Wheat 3s. to 4s. per qr. lower.: [1210, 646, 1564, 667]
- advert-heading: VOLTAIRE'S PHILOSOPHICAL DICTIONARY.: [1261, 65, 1513, 76]
- paragraph: London: Cleave, Shoe-lane; Hobson, "Northern Star" office, Leeds, and Market-walk, Huddersfield; Heywood, Oldham-street, Manchester; Guest, Birmingham; Paton & Love, Glasgow; Robinson, Edinburgh; and may be had, on order, of all the Booksellers in the kingdom.: [973, 1309, 1195, 1361]
- paragraph-list: [499, 761, 722, 988]
- paragraph: HIGHWAY ROBBERY.—On Monday last, three men, all notorious characters, named William Hollin, Thomas Greaves, alias Griffin, and James Schofield, were brought up for final examination, and fully committed to York Castle for trial, on a charge of having robbed Mr. Richard Vickers, calf-dealer, of Addingham, near Otley, on the highway of £22 10s. Information of the robbery was given to the Leeds police, and Mr. Read having seen the above parties together on Wednesday morning, apprehended them.: [736, 59, 958, 153]
- paragraph: SHEFFIELD.—The Chartists of Sheffield and its vicinity are informed that the council have taken a large room at the Olive Bar, in Parliament-street, and on Monday, Oct. 17th will be the first night of their meeting at the above rooms. The council are determined, with the assistance of the members, to obtain a victory over every obstacle, and earnestly urge upon every member to meet on Monday next, at seven o'clock. The lower room is a bold front and advance, and will show the enemy that they have now a bold front and a fresh determination to conquer the adversary. Let your presence show those who are weeping even unto death, that you are determined to stand by your principles and that ultimately you will obtain for the masses of your justice, mercy, and truth. Remember your brothers the victims.: [26, 1287, 248, 1435]
- divider: [1001, 827, 1168, 828]
- paragraph: You hope, in the paragraph alluded to, that the Burgesses of Hunslet will not so far disgrace themselves as to return an "incendiary" to the Town Council. Now, Sir, as we are alone responsible for Mr. Hobson coming before the Burgesses of Hunslet, as it was from repeated solicitations from us, and against his own wish and feelings that he consented to stand at this time, we regard your language as personal, and the candidates you nominate as a foul, malicious and barefaced calumny.: [499, 365, 722, 461]
